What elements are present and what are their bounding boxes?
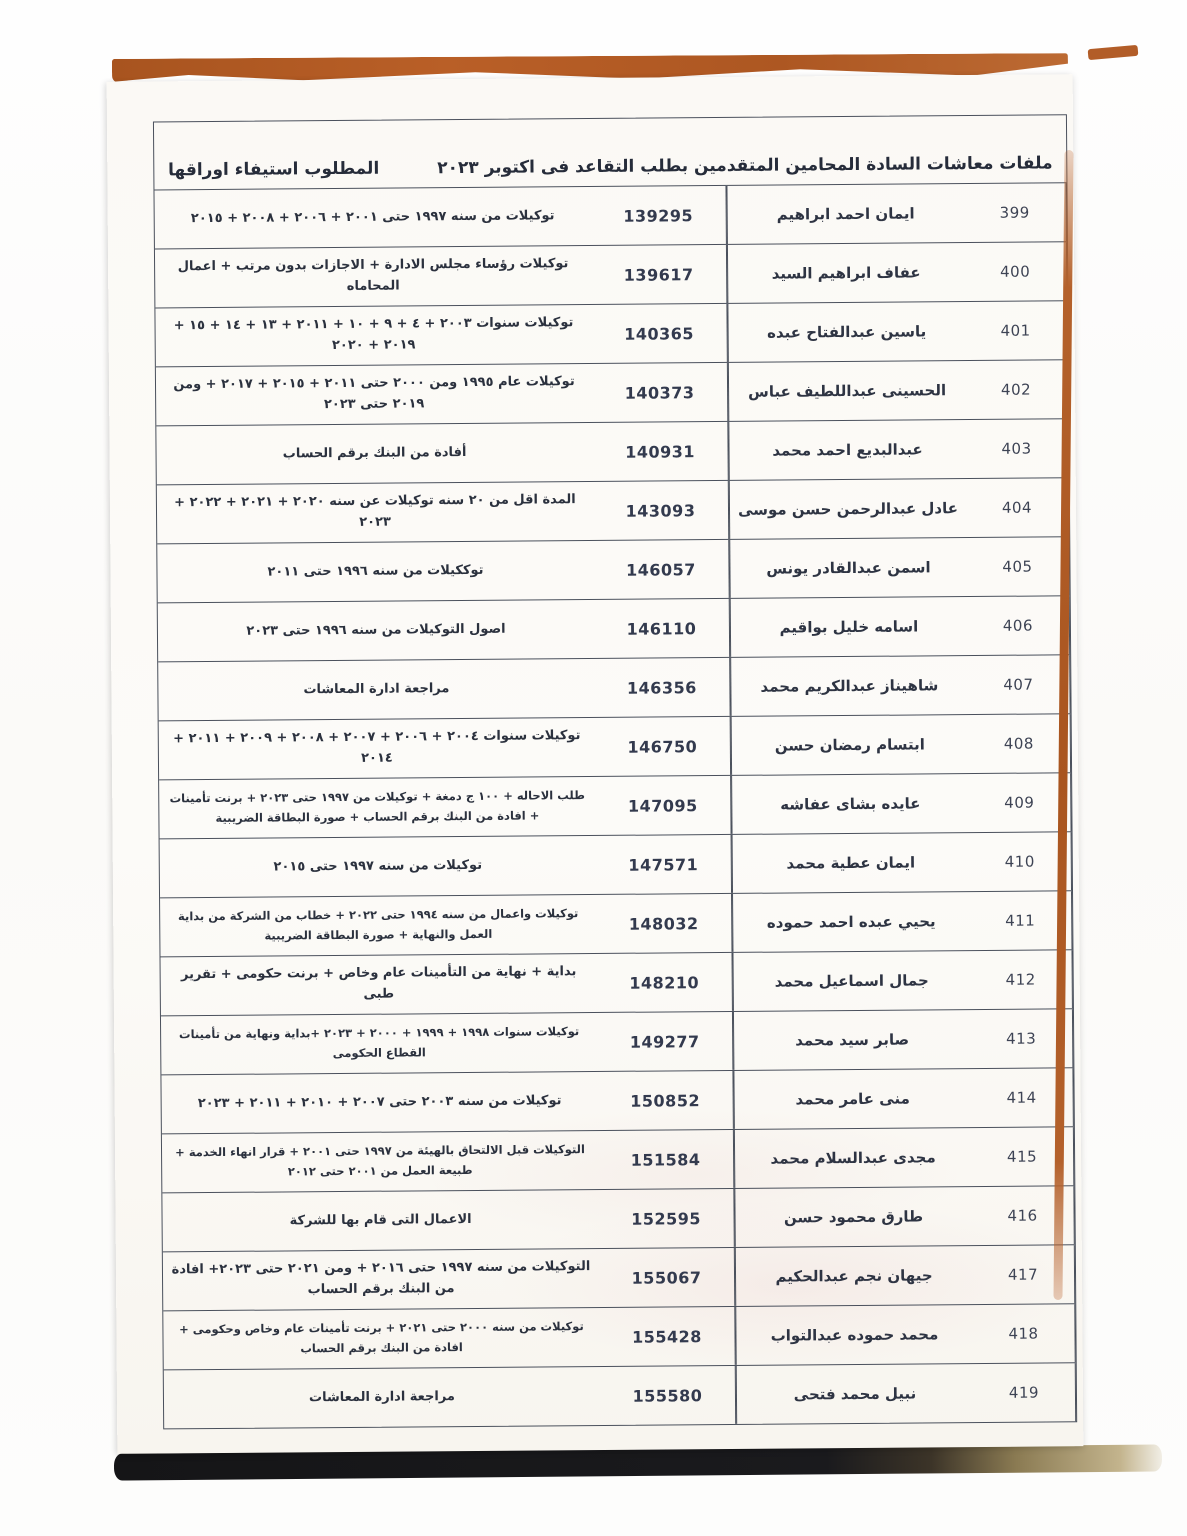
row-file-number: 151584 xyxy=(598,1130,734,1189)
row-serial: 408 xyxy=(968,714,1071,773)
row-name: عفاف ابراهيم السيد xyxy=(727,243,964,303)
row-name: الحسينى عبداللطيف عباس xyxy=(728,361,965,421)
row-file-number: 139295 xyxy=(590,186,726,245)
row-file-number: 147571 xyxy=(596,835,732,894)
table-row xyxy=(156,359,1068,425)
table-title-row xyxy=(154,115,1067,190)
row-name: مجدى عبدالسلام محمد xyxy=(734,1128,971,1188)
page-title-note: المطلوب استيفاء اوراقها xyxy=(167,158,380,181)
table-row xyxy=(162,1185,1074,1251)
row-notes: توكيلات سنوات ١٩٩٨ + ١٩٩٩ + ٢٠٠٠ + ٢٠٢٣ +بداية ونهاية من تأمينات القطاع الحكومى xyxy=(178,1024,580,1061)
table-row xyxy=(163,1303,1075,1369)
row-file-number: 148032 xyxy=(596,894,732,953)
table-row xyxy=(160,890,1072,956)
row-name: اسمن عبدالقادر يونس xyxy=(729,538,966,598)
row-notes: توكيلات سنوات ٢٠٠٤ + ٢٠٠٦ + ٢٠٠٧ + ٢٠٠٨ + ٢٠٠٩ + ٢٠١١ + ٢٠١٤ xyxy=(173,728,581,766)
row-name: اسامه خليل بواقيم xyxy=(730,597,967,657)
row-serial: 415 xyxy=(971,1127,1074,1186)
row-file-number: 150852 xyxy=(597,1071,733,1130)
row-notes: توكيلات من سنه ٢٠٠٣ حتى ٢٠٠٧ + ٢٠١٠ + ٢٠١١ + ٢٠٢٣ xyxy=(197,1092,562,1111)
table-row xyxy=(158,595,1070,661)
table-row xyxy=(161,1008,1073,1074)
row-notes: توكيلات من سنه ١٩٩٧ حتى ٢٠١٥ xyxy=(273,857,483,875)
row-file-number: 146110 xyxy=(594,599,730,658)
row-name: شاهيناز عبدالكريم محمد xyxy=(730,656,967,716)
table-row xyxy=(159,713,1071,779)
row-file-number: 147095 xyxy=(595,776,731,835)
row-file-number: 155580 xyxy=(600,1366,736,1425)
table-row xyxy=(161,1067,1073,1133)
row-file-number: 140365 xyxy=(591,304,727,363)
row-notes: توكيلات عام ١٩٩٥ ومن ٢٠٠٠ حتى ٢٠١١ + ٢٠١٥ + ٢٠١٧ + ومن ٢٠١٩ حتى ٢٠٢٣ xyxy=(173,374,575,413)
row-file-number: 146356 xyxy=(594,658,730,717)
row-serial: 418 xyxy=(972,1304,1075,1363)
row-file-number: 139617 xyxy=(591,245,727,304)
row-notes: توكيلات رؤساء مجلس الادارة + الاجازات بدون مرتب + اعمال المحاماه xyxy=(177,256,569,294)
row-serial: 406 xyxy=(967,596,1070,655)
row-notes: طلب الاحاله + ١٠٠ ج دمغة + توكيلات من ١٩٩٧ حتى ٢٠٢٣ + برنت تأمينات + افادة من البنك برقم الحساب + صورة البطاقة الضريبية xyxy=(169,788,585,825)
row-name: ياسين عبدالفتاح عبده xyxy=(727,302,964,362)
row-file-number: 155428 xyxy=(599,1307,735,1366)
table-row xyxy=(154,183,1066,248)
row-name: منى عامر محمد xyxy=(733,1069,970,1129)
table-row xyxy=(160,831,1072,897)
row-notes: مراجعة ادارة المعاشات xyxy=(308,1388,456,1405)
row-serial: 416 xyxy=(971,1186,1074,1245)
table-row xyxy=(160,949,1072,1015)
row-notes: مراجعة ادارة المعاشات xyxy=(303,680,450,697)
row-name: عايده بشاى عفاشه xyxy=(731,774,968,834)
row-file-number: 146750 xyxy=(595,717,731,776)
row-name: عبدالبديع احمد محمد xyxy=(728,420,965,480)
row-notes: التوكيلات قبل الالتحاق بالهيئة من ١٩٩٧ حتى ٢٠٠١ + قرار انهاء الخدمة + طبيعة العمل من ٢٠٠١ حتى ٢٠١٢ xyxy=(175,1142,585,1179)
table-row xyxy=(162,1126,1074,1192)
row-notes: المدة اقل من ٢٠ سنه توكيلات عن سنه ٢٠٢٠ + ٢٠٢١ + ٢٠٢٢ + ٢٠٢٣ xyxy=(174,492,576,530)
row-serial: 409 xyxy=(968,773,1071,832)
desk-edge-top-right xyxy=(1088,45,1139,60)
row-file-number: 149277 xyxy=(597,1012,733,1071)
row-name: محمد حموده عبدالتواب xyxy=(735,1305,972,1365)
row-file-number: 148210 xyxy=(596,953,732,1012)
table-row xyxy=(157,477,1069,543)
row-file-number: 140931 xyxy=(592,422,728,481)
row-notes: بداية + نهاية من التأمينات عام وخاص + برنت حكومى + تقرير طبى xyxy=(180,964,577,1002)
table-row xyxy=(156,418,1068,484)
row-serial: 414 xyxy=(970,1068,1073,1127)
table-row xyxy=(155,300,1067,366)
row-serial: 402 xyxy=(965,360,1068,419)
row-name: جمال اسماعيل محمد xyxy=(732,951,969,1011)
row-notes: توكيلات من سنه ٢٠٠٠ حتى ٢٠٢١ + برنت تأمينات عام وخاص وحكومى + افادة من البنك برقم الحساب xyxy=(179,1319,584,1356)
row-notes: التوكيلات من سنه ١٩٩٧ حتى ٢٠١٦ + ومن ٢٠٢١ حتى ٢٠٢٣+ افادة من البنك برقم الحساب xyxy=(171,1259,591,1298)
pension-table xyxy=(153,114,1077,1427)
row-serial: 417 xyxy=(972,1245,1075,1304)
row-serial: 399 xyxy=(963,183,1066,242)
row-notes: توكيلات واعمال من سنه ١٩٩٤ حتى ٢٠٢٢ + خطاب من الشركة من بداية العمل والنهاية + صورة البطاقة الضريبية xyxy=(177,906,579,943)
row-name: عادل عبدالرحمن حسن موسى xyxy=(729,479,966,539)
table-row xyxy=(164,1362,1076,1428)
row-serial: 410 xyxy=(969,832,1072,891)
table-row xyxy=(159,772,1071,838)
row-notes: أفادة من البنك برقم الحساب xyxy=(282,444,467,462)
paper-sheet xyxy=(107,74,1084,1454)
table-row xyxy=(158,654,1070,720)
row-serial: 403 xyxy=(965,419,1068,478)
row-serial: 419 xyxy=(973,1363,1076,1422)
row-file-number: 140373 xyxy=(592,363,728,422)
row-name: صابر سيد محمد xyxy=(733,1010,970,1070)
row-serial: 412 xyxy=(969,950,1072,1009)
row-serial: 401 xyxy=(964,301,1067,360)
row-file-number: 155067 xyxy=(599,1248,735,1307)
table-row xyxy=(163,1244,1075,1310)
row-file-number: 143093 xyxy=(593,481,729,540)
page-title: ملفات معاشات السادة المحامين المتقدمين بطلب التقاعد فى اكتوبر ٢٠٢٣ xyxy=(437,153,1053,179)
row-serial: 404 xyxy=(966,478,1069,537)
row-name: نبيل محمد فتحى xyxy=(736,1364,973,1424)
row-serial: 413 xyxy=(970,1009,1073,1068)
table-row xyxy=(155,241,1067,307)
row-notes: اصول التوكيلات من سنه ١٩٩٦ حتى ٢٠٢٣ xyxy=(246,621,506,639)
row-file-number: 146057 xyxy=(593,540,729,599)
row-serial: 407 xyxy=(967,655,1070,714)
row-name: ايمان عطية محمد xyxy=(732,833,969,893)
row-name: يحيي عبده احمد حموده xyxy=(732,892,969,952)
row-name: طارق محمود حسن xyxy=(734,1187,971,1247)
table-row xyxy=(157,536,1069,602)
table xyxy=(153,114,1077,1429)
row-notes: الاعمال التى قام بها للشركة xyxy=(289,1211,472,1229)
row-file-number: 152595 xyxy=(598,1189,734,1248)
row-serial: 400 xyxy=(964,242,1067,301)
row-notes: توككيلات من سنه ١٩٩٦ حتى ٢٠١١ xyxy=(267,562,484,580)
row-notes: توكيلات من سنه ١٩٩٧ حتى ٢٠٠١ + ٢٠٠٦ + ٢٠٠٨ + ٢٠١٥ xyxy=(190,207,555,226)
row-serial: 411 xyxy=(969,891,1072,950)
row-name: ابتسام رمضان حسن xyxy=(731,715,968,775)
row-name: جيهان نجم عبدالحكيم xyxy=(735,1246,972,1306)
row-name: ايمان احمد ابراهيم xyxy=(726,184,963,244)
row-notes: توكيلات سنوات ٢٠٠٣ + ٤ + ٩ + ١٠ + ٢٠١١ + ١٣ + ١٤ + ١٥ + ٢٠١٩ + ٢٠٢٠ xyxy=(173,315,574,354)
row-serial: 405 xyxy=(966,537,1069,596)
